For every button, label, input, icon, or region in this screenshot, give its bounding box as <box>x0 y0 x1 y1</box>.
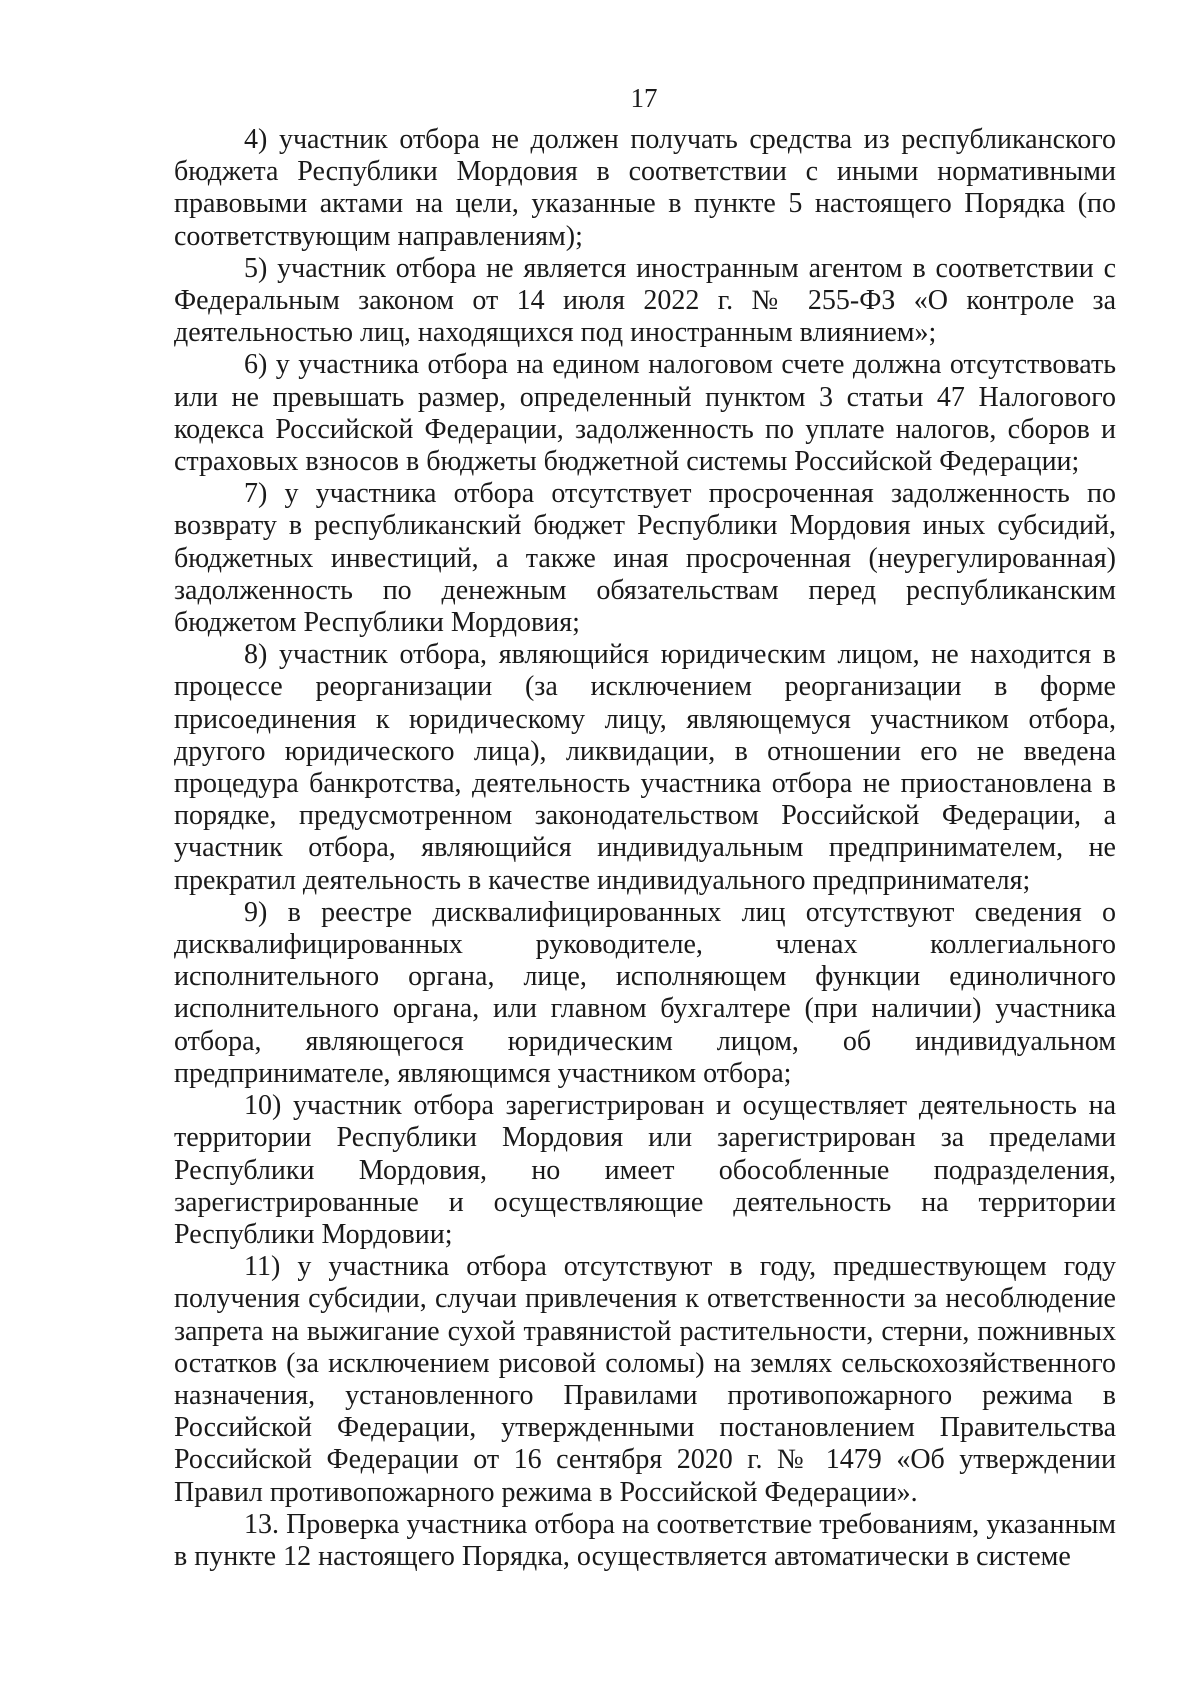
paragraph-item-10: 10) участник отбора зарегистрирован и осуществляет деятельность на территории Республики Мордовия или зарегистрирован за пределами Республики Мордовия, но имеет обособленные подразделения, зарегистрированные и осуществляющие деятельность на территории Республики Мордовии; <box>174 1090 1116 1250</box>
paragraph-item-4: 4) участник отбора не должен получать средства из республиканского бюджета Республики Мордовия в соответствии с иными нормативными правовыми актами на цели, указанные в пункте 5 настоящего Порядка (по соответствующим направлениям); <box>174 124 1116 252</box>
page-number: 17 <box>630 83 658 113</box>
paragraph-section-13: 13. Проверка участника отбора на соответствие требованиям, указанным в пункте 12 настоящего Порядка, осуществляется автоматически в системе <box>174 1508 1116 1572</box>
document-body <box>174 124 1116 1573</box>
paragraph-item-11: 11) у участника отбора отсутствуют в году, предшествующем году получения субсидии, случаи привлечения к ответственности за несоблюдение запрета на выжигание сухой травянистой растительности, стерни, пожнивных остатков (за исключением рисовой соломы) на землях сельскохозяйственного назначения, установленного Правилами противопожарного режима в Российской Федерации, утвержденными постановлением Правительства Российской Федерации от 16 сентября 2020 г. № 1479 «Об утверждении Правил противопожарного режима в Российской Федерации». <box>174 1251 1116 1508</box>
paragraph-item-7: 7) у участника отбора отсутствует просроченная задолженность по возврату в республиканский бюджет Республики Мордовия иных субсидий, бюджетных инвестиций, а также иная просроченная (неурегулированная) задолженность по денежным обязательствам перед республиканским бюджетом Республики Мордовия; <box>174 478 1116 639</box>
paragraph-item-8: 8) участник отбора, являющийся юридическим лицом, не находится в процессе реорганизации (за исключением реорганизации в форме присоединения к юридическому лицу, являющемуся участником отбора, другого юридического лица), ликвидации, в отношении его не введена процедура банкротства, деятельность участника отбора не приостановлена в порядке, предусмотренном законодательством Российской Федерации, а участник отбора, являющийся индивидуальным предпринимателем, не прекратил деятельность в качестве индивидуального предпринимателя; <box>174 639 1116 896</box>
paragraph-item-9: 9) в реестре дисквалифицированных лиц отсутствуют сведения о дисквалифицированных руководителе, членах коллегиального исполнительного органа, лице, исполняющем функции единоличного исполнительного органа, или главном бухгалтере (при наличии) участника отбора, являющегося юридическим лицом, об индивидуальном предпринимателе, являющимся участником отбора; <box>174 896 1116 1089</box>
paragraph-item-5: 5) участник отбора не является иностранным агентом в соответствии с Федеральным законом от 14 июля 2022 г. № 255-ФЗ «О контроле за деятельностью лиц, находящихся под иностранным влиянием»; <box>174 252 1116 349</box>
paragraph-item-6: 6) у участника отбора на едином налоговом счете должна отсутствовать или не превышать размер, определенный пунктом 3 статьи 47 Налогового кодекса Российской Федерации, задолженность по уплате налогов, сборов и страховых взносов в бюджеты бюджетной системы Российской Федерации; <box>174 349 1116 478</box>
